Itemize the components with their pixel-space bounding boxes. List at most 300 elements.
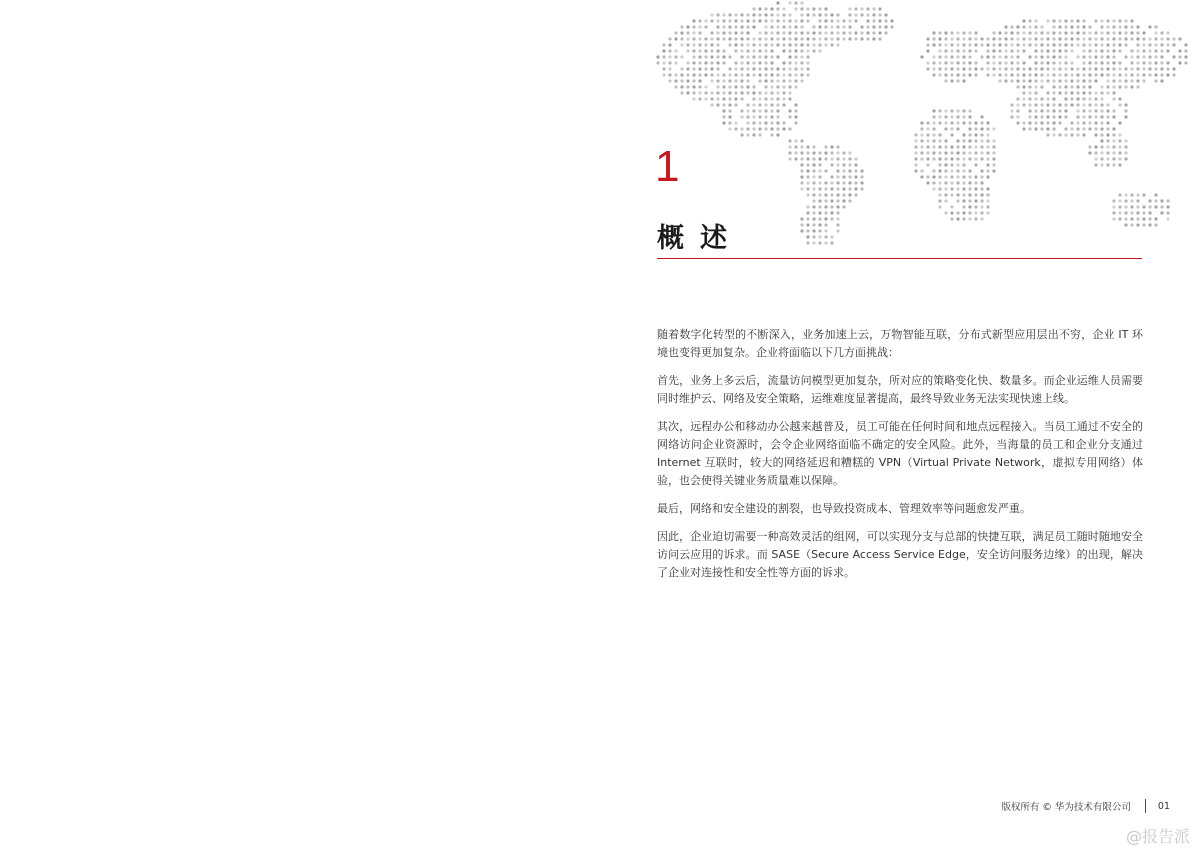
- map-dot: [830, 163, 833, 166]
- map-dot: [710, 49, 713, 52]
- map-dot: [1124, 199, 1127, 202]
- map-dot: [1016, 25, 1019, 28]
- map-dot: [938, 205, 941, 208]
- map-dot: [812, 175, 815, 178]
- map-dot: [782, 13, 785, 16]
- map-dot: [1070, 79, 1073, 82]
- map-dot: [698, 91, 701, 94]
- map-dot: [764, 85, 767, 88]
- map-dot: [764, 121, 767, 124]
- map-dot: [1052, 97, 1055, 100]
- map-dot: [1094, 67, 1097, 70]
- map-dot: [674, 61, 677, 64]
- map-dot: [716, 55, 719, 58]
- map-dot: [836, 163, 839, 166]
- map-dot: [980, 169, 983, 172]
- map-dot: [1148, 55, 1151, 58]
- map-dot: [938, 181, 941, 184]
- map-dot: [704, 37, 707, 40]
- map-dot: [1076, 55, 1079, 58]
- map-dot: [842, 181, 845, 184]
- map-dot: [806, 151, 809, 154]
- map-dot: [692, 91, 695, 94]
- map-dot: [1016, 61, 1019, 64]
- map-dot: [818, 175, 821, 178]
- map-dot: [1028, 115, 1031, 118]
- map-dot: [794, 115, 797, 118]
- map-dot: [1136, 85, 1139, 88]
- map-dot: [818, 187, 821, 190]
- map-dot: [698, 97, 701, 100]
- map-dot: [878, 25, 881, 28]
- map-dot: [956, 121, 959, 124]
- map-dot: [686, 31, 689, 34]
- map-dot: [968, 205, 971, 208]
- map-dot: [950, 157, 953, 160]
- map-dot: [806, 217, 809, 220]
- map-dot: [968, 199, 971, 202]
- map-dot: [758, 7, 761, 10]
- map-dot: [782, 67, 785, 70]
- map-dot: [806, 67, 809, 70]
- map-dot: [1064, 61, 1067, 64]
- map-dot: [752, 133, 755, 136]
- map-dot: [782, 25, 785, 28]
- map-dot: [1142, 31, 1145, 34]
- map-dot: [818, 241, 821, 244]
- map-dot: [1040, 37, 1043, 40]
- map-dot: [722, 25, 725, 28]
- map-dot: [1094, 19, 1097, 22]
- map-dot: [992, 31, 995, 34]
- map-dot: [758, 133, 761, 136]
- map-dot: [938, 169, 941, 172]
- map-dot: [986, 163, 989, 166]
- map-dot: [1004, 49, 1007, 52]
- map-dot: [932, 139, 935, 142]
- map-dot: [968, 157, 971, 160]
- map-dot: [770, 55, 773, 58]
- map-dot: [1160, 37, 1163, 40]
- map-dot: [1118, 49, 1121, 52]
- map-dot: [938, 55, 941, 58]
- map-dot: [950, 145, 953, 148]
- map-dot: [1094, 49, 1097, 52]
- map-dot: [986, 145, 989, 148]
- map-dot: [812, 193, 815, 196]
- map-dot: [842, 187, 845, 190]
- map-dot: [974, 67, 977, 70]
- map-dot: [1094, 145, 1097, 148]
- map-dot: [1034, 73, 1037, 76]
- map-dot: [704, 43, 707, 46]
- map-dot: [722, 115, 725, 118]
- map-dot: [1070, 121, 1073, 124]
- map-dot: [1136, 193, 1139, 196]
- paragraph: 最后，网络和安全建设的割裂，也导致投资成本、管理效率等问题愈发严重。: [657, 502, 1031, 515]
- map-dot: [752, 127, 755, 130]
- map-dot: [794, 121, 797, 124]
- map-dot: [1070, 127, 1073, 130]
- map-dot: [962, 145, 965, 148]
- paragraph: 首先，业务上多云后，流量访问模型更加复杂，所对应的策略变化快、数量多。而企业运维人员需要同时维护云、网络及安全策略，运维难度显著提高，最终导致业务无法实现快速上线。: [657, 374, 1143, 405]
- map-dot: [980, 151, 983, 154]
- map-dot: [1166, 49, 1169, 52]
- map-dot: [836, 199, 839, 202]
- map-dot: [1016, 103, 1019, 106]
- map-dot: [1094, 121, 1097, 124]
- map-dot: [1142, 37, 1145, 40]
- map-dot: [1034, 67, 1037, 70]
- map-dot: [1112, 157, 1115, 160]
- map-dot: [818, 205, 821, 208]
- map-dot: [740, 79, 743, 82]
- map-dot: [866, 7, 869, 10]
- map-dot: [1082, 25, 1085, 28]
- map-dot: [812, 181, 815, 184]
- map-dot: [950, 181, 953, 184]
- map-dot: [800, 79, 803, 82]
- map-dot: [704, 73, 707, 76]
- map-dot: [710, 91, 713, 94]
- map-dot: [944, 151, 947, 154]
- map-dot: [848, 151, 851, 154]
- map-dot: [1058, 73, 1061, 76]
- map-dot: [692, 25, 695, 28]
- map-dot: [692, 61, 695, 64]
- map-dot: [704, 55, 707, 58]
- map-dot: [770, 7, 773, 10]
- map-dot: [806, 157, 809, 160]
- map-dot: [1160, 211, 1163, 214]
- map-dot: [764, 13, 767, 16]
- page-footer: [1001, 799, 1170, 813]
- map-dot: [1028, 127, 1031, 130]
- map-dot: [710, 67, 713, 70]
- map-dot: [752, 13, 755, 16]
- map-dot: [980, 187, 983, 190]
- map-dot: [746, 73, 749, 76]
- map-dot: [938, 175, 941, 178]
- map-dot: [1118, 31, 1121, 34]
- map-dot: [1052, 85, 1055, 88]
- map-dot: [1184, 49, 1187, 52]
- map-dot: [968, 181, 971, 184]
- map-dot: [1046, 19, 1049, 22]
- map-dot: [722, 55, 725, 58]
- map-dot: [968, 115, 971, 118]
- map-dot: [752, 55, 755, 58]
- map-dot: [1124, 37, 1127, 40]
- map-dot: [836, 169, 839, 172]
- map-dot: [878, 31, 881, 34]
- map-dot: [740, 109, 743, 112]
- map-dot: [764, 109, 767, 112]
- map-dot: [1010, 61, 1013, 64]
- map-dot: [980, 43, 983, 46]
- map-dot: [716, 67, 719, 70]
- map-dot: [752, 7, 755, 10]
- map-dot: [1106, 43, 1109, 46]
- map-dot: [800, 187, 803, 190]
- map-dot: [752, 97, 755, 100]
- map-dot: [932, 61, 935, 64]
- map-dot: [956, 163, 959, 166]
- map-dot: [848, 19, 851, 22]
- map-dot: [950, 37, 953, 40]
- map-dot: [1100, 115, 1103, 118]
- map-dot: [824, 205, 827, 208]
- map-dot: [812, 157, 815, 160]
- map-dot: [830, 19, 833, 22]
- map-dot: [938, 121, 941, 124]
- map-dot: [824, 229, 827, 232]
- map-dot: [740, 49, 743, 52]
- map-dot: [680, 73, 683, 76]
- map-dot: [824, 151, 827, 154]
- map-dot: [680, 79, 683, 82]
- map-dot: [1040, 73, 1043, 76]
- map-dot: [854, 13, 857, 16]
- map-dot: [812, 211, 815, 214]
- map-dot: [782, 97, 785, 100]
- map-dot: [812, 43, 815, 46]
- map-dot: [968, 73, 971, 76]
- map-dot: [962, 79, 965, 82]
- map-dot: [764, 43, 767, 46]
- map-dot: [1058, 37, 1061, 40]
- map-dot: [1160, 43, 1163, 46]
- map-dot: [1022, 103, 1025, 106]
- map-dot: [1154, 31, 1157, 34]
- map-dot: [806, 43, 809, 46]
- map-dot: [1100, 163, 1103, 166]
- map-dot: [686, 43, 689, 46]
- map-dot: [1088, 145, 1091, 148]
- map-dot: [740, 85, 743, 88]
- map-dot: [836, 223, 839, 226]
- map-dot: [1028, 91, 1031, 94]
- map-dot: [974, 121, 977, 124]
- map-dot: [770, 49, 773, 52]
- map-dot: [806, 241, 809, 244]
- map-dot: [1100, 61, 1103, 64]
- map-dot: [1034, 61, 1037, 64]
- map-dot: [1064, 115, 1067, 118]
- map-dot: [1016, 85, 1019, 88]
- map-dot: [926, 133, 929, 136]
- watermark-text: @报告派: [1125, 827, 1190, 846]
- paragraph: 其次，远程办公和移动办公越来越普及，员工可能在任何时间和地点远程接入。当员工通过不安全的网络访问企业资源时，会令企业网络面临不确定的安全风险。此外，当海量的员工和企业分支通过 Internet 互联时，较大的网络延迟和糟糕的 VPN（Virtual Private Network，虚拟专用网络）体验，也会使得关键业务质量难以保障。: [657, 420, 1143, 487]
- map-dot: [842, 19, 845, 22]
- map-dot: [764, 97, 767, 100]
- map-dot: [746, 67, 749, 70]
- map-dot: [1178, 37, 1181, 40]
- map-dot: [716, 19, 719, 22]
- map-dot: [938, 157, 941, 160]
- map-dot: [956, 49, 959, 52]
- map-dot: [1112, 43, 1115, 46]
- map-dot: [926, 43, 929, 46]
- map-dot: [878, 13, 881, 16]
- map-dot: [770, 121, 773, 124]
- map-dot: [788, 109, 791, 112]
- map-dot: [806, 235, 809, 238]
- map-dot: [752, 25, 755, 28]
- map-dot: [1112, 199, 1115, 202]
- map-dot: [818, 169, 821, 172]
- map-dot: [824, 211, 827, 214]
- map-dot: [938, 115, 941, 118]
- map-dot: [1052, 25, 1055, 28]
- map-dot: [662, 67, 665, 70]
- map-dot: [1046, 73, 1049, 76]
- map-dot: [950, 31, 953, 34]
- map-dot: [842, 199, 845, 202]
- map-dot: [854, 193, 857, 196]
- map-dot: [686, 37, 689, 40]
- map-dot: [986, 37, 989, 40]
- map-dot: [1010, 31, 1013, 34]
- map-dot: [956, 211, 959, 214]
- map-dot: [1088, 109, 1091, 112]
- map-dot: [818, 7, 821, 10]
- map-dot: [1034, 115, 1037, 118]
- map-dot: [992, 163, 995, 166]
- map-dot: [1064, 133, 1067, 136]
- map-dot: [950, 169, 953, 172]
- map-dot: [1112, 97, 1115, 100]
- map-dot: [1004, 43, 1007, 46]
- map-dot: [680, 85, 683, 88]
- map-dot: [806, 73, 809, 76]
- map-dot: [800, 43, 803, 46]
- map-dot: [830, 211, 833, 214]
- map-dot: [1130, 61, 1133, 64]
- map-dot: [1058, 91, 1061, 94]
- map-dot: [986, 43, 989, 46]
- map-dot: [986, 61, 989, 64]
- map-dot: [728, 103, 731, 106]
- map-dot: [950, 79, 953, 82]
- map-dot: [980, 67, 983, 70]
- map-dot: [1112, 91, 1115, 94]
- map-dot: [860, 7, 863, 10]
- map-dot: [1040, 55, 1043, 58]
- map-dot: [998, 55, 1001, 58]
- map-dot: [1118, 25, 1121, 28]
- map-dot: [956, 187, 959, 190]
- map-dot: [938, 109, 941, 112]
- map-dot: [1088, 25, 1091, 28]
- map-dot: [1112, 211, 1115, 214]
- map-dot: [926, 145, 929, 148]
- map-dot: [818, 37, 821, 40]
- map-dot: [1040, 115, 1043, 118]
- map-dot: [860, 31, 863, 34]
- map-dot: [1052, 31, 1055, 34]
- map-dot: [848, 25, 851, 28]
- map-dot: [818, 19, 821, 22]
- map-dot: [1142, 61, 1145, 64]
- map-dot: [668, 61, 671, 64]
- map-dot: [1088, 67, 1091, 70]
- map-dot: [1124, 211, 1127, 214]
- map-dot: [1064, 37, 1067, 40]
- map-dot: [818, 193, 821, 196]
- map-dot: [1088, 49, 1091, 52]
- map-dot: [830, 199, 833, 202]
- map-dot: [704, 49, 707, 52]
- map-dot: [806, 145, 809, 148]
- map-dot: [1118, 163, 1121, 166]
- map-dot: [848, 199, 851, 202]
- map-dot: [788, 73, 791, 76]
- map-dot: [932, 115, 935, 118]
- map-dot: [776, 109, 779, 112]
- map-dot: [848, 169, 851, 172]
- map-dot: [788, 97, 791, 100]
- map-dot: [674, 79, 677, 82]
- map-dot: [962, 175, 965, 178]
- map-dot: [770, 97, 773, 100]
- map-dot: [992, 61, 995, 64]
- map-dot: [1100, 19, 1103, 22]
- map-dot: [1022, 85, 1025, 88]
- map-dot: [1040, 25, 1043, 28]
- map-dot: [914, 151, 917, 154]
- map-dot: [986, 55, 989, 58]
- map-dot: [1088, 61, 1091, 64]
- map-dot: [1172, 43, 1175, 46]
- map-dot: [1148, 61, 1151, 64]
- map-dot: [758, 91, 761, 94]
- map-dot: [836, 19, 839, 22]
- map-dot: [1112, 37, 1115, 40]
- map-dot: [782, 49, 785, 52]
- map-dot: [962, 121, 965, 124]
- map-dot: [986, 169, 989, 172]
- map-dot: [734, 43, 737, 46]
- map-dot: [1106, 115, 1109, 118]
- map-dot: [782, 7, 785, 10]
- map-dot: [692, 31, 695, 34]
- map-dot: [1106, 157, 1109, 160]
- map-dot: [1118, 151, 1121, 154]
- map-dot: [1034, 79, 1037, 82]
- map-dot: [956, 169, 959, 172]
- map-dot: [1052, 79, 1055, 82]
- map-dot: [1112, 205, 1115, 208]
- map-dot: [980, 157, 983, 160]
- map-dot: [830, 13, 833, 16]
- map-dot: [968, 43, 971, 46]
- map-dot: [836, 217, 839, 220]
- map-dot: [1046, 97, 1049, 100]
- map-dot: [1016, 97, 1019, 100]
- map-dot: [950, 61, 953, 64]
- map-dot: [1052, 61, 1055, 64]
- map-dot: [794, 55, 797, 58]
- map-dot: [986, 205, 989, 208]
- map-dot: [944, 175, 947, 178]
- map-dot: [788, 37, 791, 40]
- map-dot: [1124, 109, 1127, 112]
- map-dot: [830, 145, 833, 148]
- map-dot: [788, 55, 791, 58]
- map-dot: [1142, 217, 1145, 220]
- map-dot: [758, 55, 761, 58]
